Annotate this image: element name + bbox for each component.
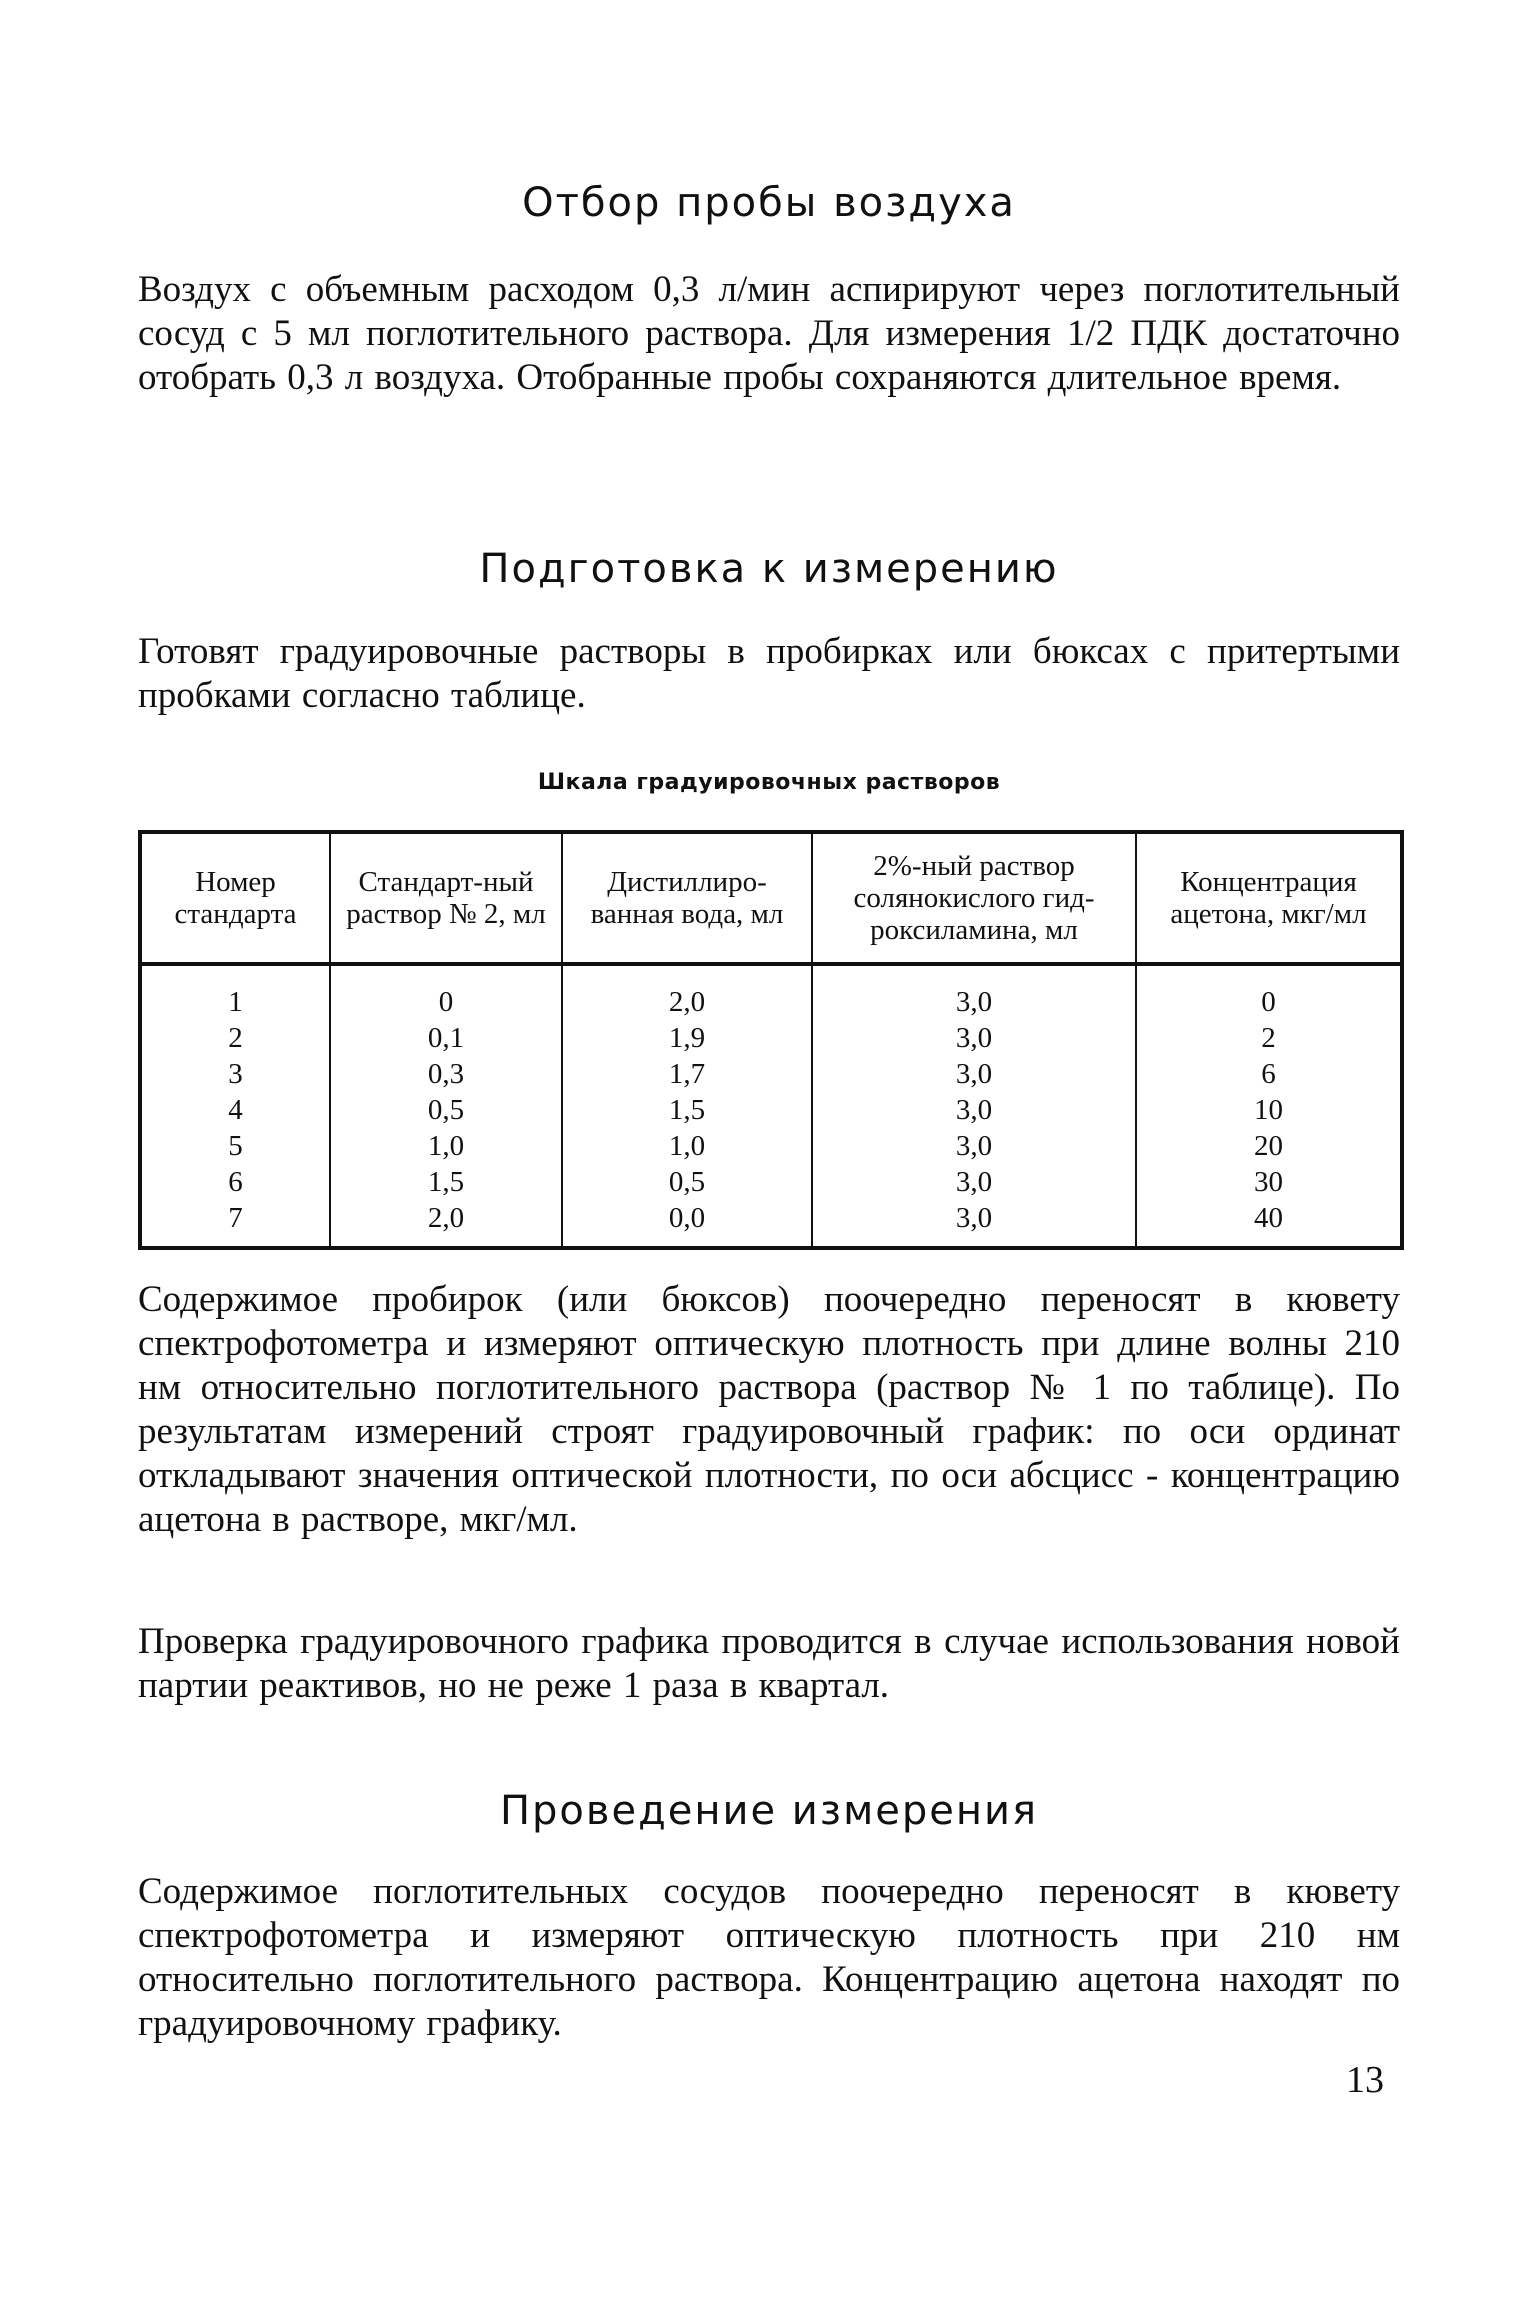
calibration-table [138, 830, 1404, 1250]
table-cell: 3,0 [955, 1058, 993, 1090]
table-cell: 6 [1261, 1058, 1276, 1090]
header-distilled-water: Дистиллиро-ванная вода, мл [562, 832, 812, 964]
section-title-sampling: Отбор пробы воздуха [522, 180, 1016, 226]
table-cell: 2,0 [427, 1202, 465, 1234]
paragraph-spectrophotometry: Содержимое пробирок (или бюксов) поочередно переносят в кювету спектрофотометра и измеряют оптическую плотность при длине волны 210 нм относительно поглотительного раствора (раствор № 1 по таблице). По результатам измерений строят градуировочный график: по оси ординат откладывают значения оптической плотности, по оси абсцисс - концентрацию ацетона в растворе, мкг/мл. [138, 1279, 1400, 1540]
table-cell: 0,5 [668, 1166, 706, 1198]
header-standard-solution: Стандарт-ный раствор № 2, мл [330, 832, 562, 964]
table-cell: 7 [228, 1202, 243, 1234]
header-hydroxylamine-solution: 2%-ный раствор солянокислого гид-роксиламина, мл [812, 832, 1136, 964]
paragraph-preparation: Готовят градуировочные растворы в пробирках или бюксах с притертыми пробками согласно таблице. [138, 631, 1400, 716]
table-cell: 0 [438, 986, 454, 1018]
table-cell: 5 [228, 1130, 243, 1162]
table-cell: 1 [228, 986, 243, 1018]
table-cell: 3,0 [955, 1202, 993, 1234]
table-cell: 1,0 [668, 1130, 706, 1162]
table-cell: 10 [1254, 1094, 1283, 1126]
table-cell: 2 [1261, 1022, 1276, 1054]
paragraph-sampling: Воздух с объемным расходом 0,3 л/мин аспирируют через поглотительный сосуд с 5 мл поглотительного раствора. Для измерения 1/2 ПДК достаточно отобрать 0,3 л воздуха. Отобранные пробы сохраняются длительное время. [138, 269, 1400, 398]
table-cell: 0,5 [427, 1094, 465, 1126]
table-cell: 0,0 [668, 1202, 706, 1234]
column-distilled-water [562, 964, 812, 1248]
table-cell: 30 [1254, 1166, 1283, 1198]
table-cell: 0,3 [427, 1058, 465, 1090]
table-cell: 1,5 [427, 1166, 465, 1198]
table-cell: 0,1 [427, 1022, 465, 1054]
table-cell: 3,0 [955, 1022, 993, 1054]
table-cell: 0 [1261, 986, 1276, 1018]
table-cell: 20 [1254, 1130, 1283, 1162]
section-title-preparation: Подготовка к измерению [479, 546, 1059, 592]
table-header-row [140, 832, 1402, 964]
column-standard-number [140, 964, 330, 1248]
table-cell: 6 [228, 1166, 243, 1198]
table-cell: 3,0 [955, 1094, 993, 1126]
table-caption: Шкала градуировочных растворов [537, 770, 1001, 795]
table-cell: 3 [228, 1058, 243, 1090]
column-acetone-concentration [1136, 964, 1402, 1248]
table-cell: 1,0 [427, 1130, 465, 1162]
table-cell: 1,9 [668, 1022, 706, 1054]
table-body-row [140, 964, 1402, 1248]
page-number: 13 [1346, 2059, 1384, 2101]
table-cell: 3,0 [955, 1166, 993, 1198]
paragraph-measurement: Содержимое поглотительных сосудов поочередно переносят в кювету спектрофотометра и измеряют оптическую плотность при 210 нм относительно поглотительного раствора. Концентрацию ацетона находят по градуировочному графику. [138, 1871, 1400, 2044]
table-cell: 4 [228, 1094, 243, 1126]
paragraph-calibration-check: Проверка градуировочного графика проводится в случае использования новой партии реактивов, но не реже 1 раза в квартал. [138, 1621, 1400, 1706]
table-cell: 3,0 [955, 1130, 993, 1162]
table-cell: 2 [228, 1022, 243, 1054]
section-title-measurement: Проведение измерения [499, 1788, 1039, 1834]
header-standard-number: Номер стандарта [140, 832, 330, 964]
table-cell: 2,0 [668, 986, 706, 1018]
column-hydroxylamine-solution [812, 964, 1136, 1248]
table-cell: 1,5 [668, 1094, 706, 1126]
table-cell: 1,7 [668, 1058, 706, 1090]
table-cell: 3,0 [955, 986, 993, 1018]
table-cell: 40 [1254, 1202, 1283, 1234]
column-standard-solution [330, 964, 562, 1248]
header-acetone-concentration: Концентрация ацетона, мкг/мл [1136, 832, 1402, 964]
